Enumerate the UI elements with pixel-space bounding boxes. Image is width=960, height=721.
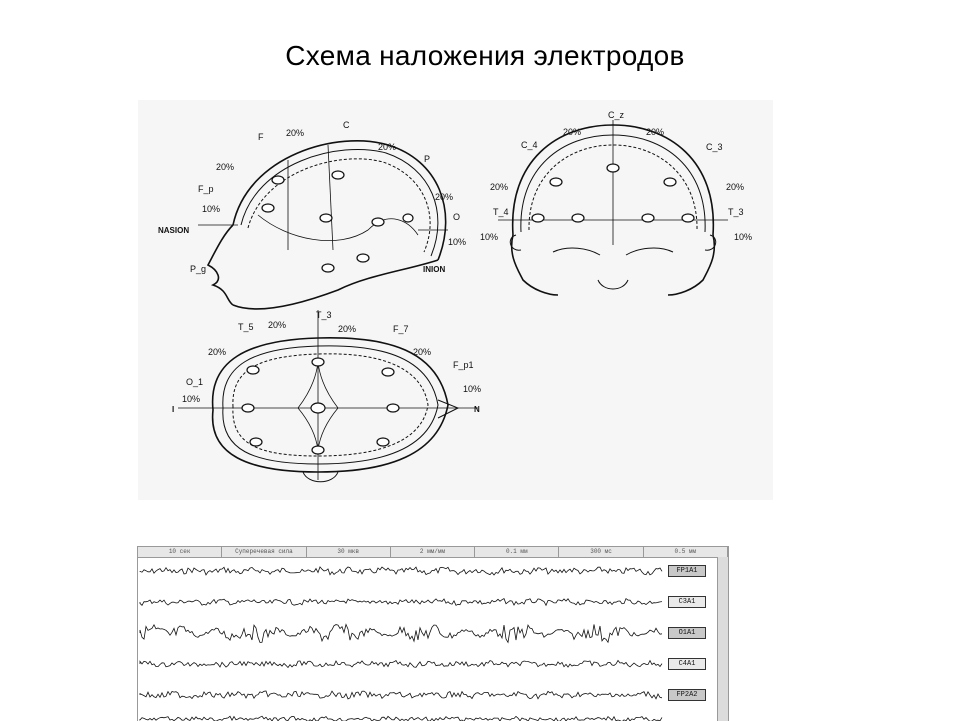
frontal-pct20-label-3: 20% [490,182,509,192]
nasion-label: NASION [158,226,190,235]
lateral-head-view [198,141,448,309]
frontal-cz-label: C_z [608,110,625,120]
frontal-t4-label: T_4 [493,207,509,217]
eeg-scrollbar[interactable] [717,557,728,721]
lateral-fp-label: F_p [198,184,214,194]
electrode-placement-diagram [138,100,773,500]
top-t5-label: T_5 [238,322,254,332]
slide-title: Схема наложения электродов [285,40,685,71]
channel-label-c3a1[interactable]: C3A1 [668,596,706,608]
frontal-pct10-label: 10% [480,232,499,242]
eeg-trace [140,567,662,575]
top-head-view [178,310,478,482]
lateral-f-label: F [258,132,264,142]
top-pct20-label: 20% [268,320,287,330]
channel-label-fp1a1[interactable]: FP1A1 [668,565,706,577]
eeg-trace [140,691,662,699]
frontal-t3-label: T_3 [728,207,744,217]
eeg-trace [140,599,662,606]
frontal-pct20-label: 20% [563,127,582,137]
channel-label-c4a1[interactable]: C4A1 [668,658,706,670]
frontal-pct10-label-2: 10% [734,232,753,242]
eeg-header-cell[interactable]: 0.1 мм [475,547,559,557]
lateral-electrodes [262,171,413,272]
top-o1-label: O_1 [186,377,204,387]
top-pct20-label-2: 20% [338,324,357,334]
electrode-schematic [138,100,773,500]
channel-label-o1a1[interactable]: O1A1 [668,627,706,639]
eeg-header-cell[interactable]: 0.5 мм [644,547,728,557]
frontal-c4-label: C_4 [521,140,538,150]
eeg-header-cell[interactable]: 2 мм/мм [391,547,475,557]
eeg-header-cell[interactable]: 30 мкв [307,547,391,557]
frontal-pct20-label-4: 20% [726,182,745,192]
frontal-c3-label: C_3 [706,142,723,152]
lateral-pct20-label-4: 20% [216,162,235,172]
eeg-header-cell[interactable]: Суперечевая сила [222,547,306,557]
lateral-pct10-label-2: 10% [202,204,221,214]
channel-label-fp2a2[interactable]: FP2A2 [668,689,706,701]
eeg-trace [140,716,662,721]
top-n-label: N [474,405,480,414]
lateral-o-label: O [453,212,461,222]
lateral-pg-label: P_g [190,264,207,274]
frontal-pct20-label-2: 20% [646,127,665,137]
eeg-trace [140,661,662,668]
top-pct20-label-4: 20% [208,347,227,357]
top-pct20-label-3: 20% [413,347,432,357]
eeg-header-cell[interactable]: 10 сек [138,547,222,557]
eeg-traces [138,557,716,721]
eeg-header-cell[interactable]: 300 мс [559,547,643,557]
top-pct10-label: 10% [182,394,201,404]
lateral-pct20-label-3: 20% [435,192,454,202]
lateral-pct20-label: 20% [286,128,305,138]
lateral-c-label: C [343,120,350,130]
inion-label: INION [423,265,446,274]
top-fp1-label: F_p1 [453,360,474,370]
lateral-pct10-label: 10% [448,237,467,247]
eeg-trace [140,624,662,642]
lateral-pct20-label-2: 20% [378,142,397,152]
lateral-p-label: P [424,154,431,164]
top-pct10-label-2: 10% [463,384,482,394]
top-i-label: I [172,405,175,414]
top-t3-label: T_3 [316,310,332,320]
top-f7-label: F_7 [393,324,409,334]
eeg-recording-panel [137,546,729,721]
